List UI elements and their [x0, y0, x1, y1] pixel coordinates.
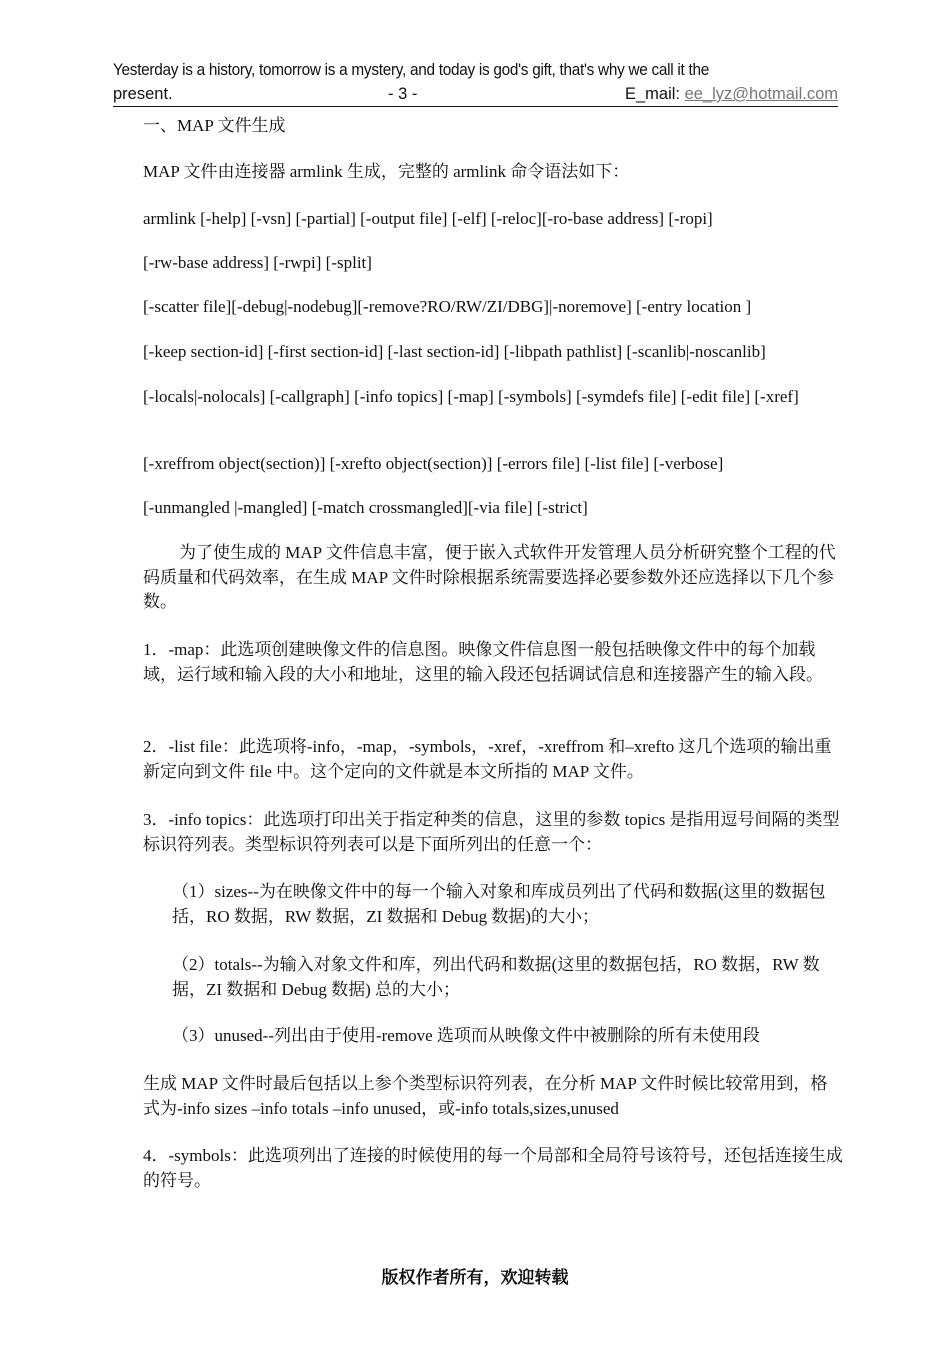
section-title: 一、MAP 文件生成 — [143, 116, 286, 135]
page-header — [113, 58, 838, 107]
syntax-line: [-keep section-id] [-first section-id] [-last section-id] [-libpath pathlist] [-scanlib|-noscanlib] — [143, 342, 766, 361]
syntax-line: armlink [-help] [-vsn] [-partial] [-output file] [-elf] [-reloc][-ro-base address] [-ropi] — [143, 209, 713, 228]
syntax-line: [-locals|-nolocals] [-callgraph] [-info topics] [-map] [-symbols] [-symdefs file] [-edit file] [-xref] — [143, 387, 799, 406]
syntax-line: [-unmangled |-mangled] [-match crossmangled][-via file] [-strict] — [143, 498, 588, 517]
option-list-item: 2．-list file：此选项将-info，-map，-symbols，-xref，-xreffrom 和–xrefto 这几个选项的输出重新定向到文件 file 中。这个定向的文件就是本文所指的 MAP 文件。 — [143, 737, 832, 781]
info-totals-item: （2）totals--为输入对象文件和库，列出代码和数据(这里的数据包括，RO 数据，RW 数据，ZI 数据和 Debug 数据) 总的大小； — [172, 955, 820, 999]
option-map-item: 1．-map：此选项创建映像文件的信息图。映像文件信息图一般包括映像文件中的每个加载域，运行域和输入段的大小和地址，这里的输入段还包括调试信息和连接器产生的输入段。 — [143, 640, 823, 684]
syntax-line: [-xreffrom object(section)] [-xrefto object(section)] [-errors file] [-list file] [-verbose] — [143, 454, 724, 473]
header-motto-continuation: present. — [113, 85, 173, 103]
info-summary-paragraph: 生成 MAP 文件时最后包括以上参个类型标识符列表，在分析 MAP 文件时候比较常用到，格式为-info sizes –info totals –info unused，或-info totals,sizes,unused — [143, 1074, 828, 1118]
page-number: - 3 - — [388, 85, 418, 103]
syntax-line: [-rw-base address] [-rwpi] [-split] — [143, 253, 372, 272]
option-info-item: 3．-info topics：此选项打印出关于指定种类的信息，这里的参数 topics 是指用逗号间隔的类型标识符列表。类型标识符列表可以是下面所列出的任意一个： — [143, 810, 840, 854]
header-motto: Yesterday is a history, tomorrow is a mystery, and today is god's gift, that's why we call it the — [113, 61, 709, 79]
header-email — [625, 82, 838, 106]
option-symbols-item: 4．-symbols：此选项列出了连接的时候使用的每一个局部和全局符号该符号，还包括连接生成的符号。 — [143, 1146, 843, 1190]
header-line — [113, 82, 838, 107]
info-sizes-item: （1）sizes--为在映像文件中的每一个输入对象和库成员列出了代码和数据(这里的数据包括，RO 数据，RW 数据，ZI 数据和 Debug 数据)的大小； — [172, 882, 826, 926]
info-unused-item: （3）unused--列出由于使用-remove 选项而从映像文件中被删除的所有未使用段 — [172, 1026, 760, 1045]
email-link[interactable]: ee_lyz@hotmail.com — [684, 85, 838, 103]
main-paragraph: 为了使生成的 MAP 文件信息丰富，便于嵌入式软件开发管理人员分析研究整个工程的代码质量和代码效率，在生成 MAP 文件时除根据系统需要选择必要参数外还应选择以下几个参数。 — [143, 543, 836, 611]
syntax-line: [-scatter file][-debug|-nodebug][-remove?RO/RW/ZI/DBG]|-noremove] [-entry location ] — [143, 297, 752, 316]
intro-paragraph: MAP 文件由连接器 armlink 生成，完整的 armlink 命令语法如下： — [143, 162, 630, 181]
page-footer: 版权作者所有，欢迎转载 — [381, 1268, 569, 1287]
email-label: E_mail: — [624, 85, 681, 103]
